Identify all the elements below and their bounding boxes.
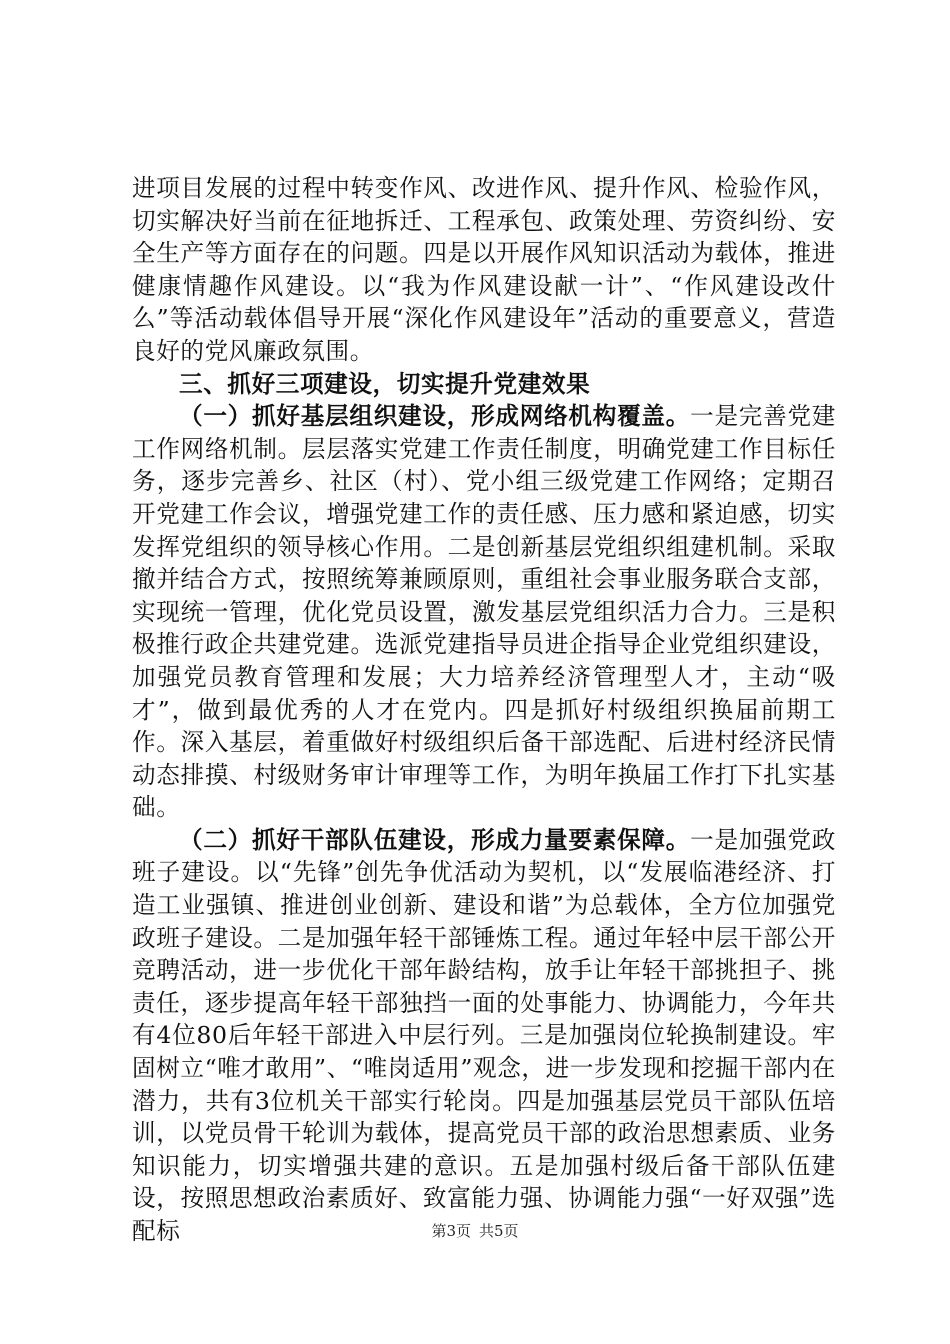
document-body — [132, 172, 836, 1248]
subsection-1-body: 一是完善党建工作网络机制。层层落实党建工作责任制度，明确党建工作目标任务，逐步完善乡、社区（村）、党小组三级党建工作网络；定期召开党建工作会议，增强党建工作的责任感、压力感和紧迫感，切实发挥党组织的领导核心作用。二是创新基层党组织组建机制。采取撤并结合方式，按照统筹兼顾原则，重组社会事业服务联合支部，实现统一管理，优化党员设置，激发基层党组织活力合力。三是积极推行政企共建党建。选派党建指导员进企指导企业党组织建设，加强党员教育管理和发展；大力培养经济管理型人才，主动“吸才”，做到最优秀的人才在党内。四是抓好村级组织换届前期工作。深入基层，着重做好村级组织后备干部选配、后进村经济民情动态排摸、村级财务审计审理等工作，为明年换届工作打下扎实基础。 — [132, 402, 836, 822]
subsection-2-heading: （二）抓好干部队伍建设，形成力量要素保障。 — [179, 825, 691, 854]
page-footer — [0, 1220, 950, 1241]
section-heading: 三、抓好三项建设，切实提升党建效果 — [179, 369, 591, 398]
subsection-1-heading: （一）抓好基层组织建设，形成网络机构覆盖。 — [179, 402, 691, 431]
paragraph-1: 进项目发展的过程中转变作风、改进作风、提升作风、检验作风，切实解决好当前在征地拆迁、工程承包、政策处理、劳资纠纷、安全生产等方面存在的问题。四是以开展作风知识活动为载体，推进健康情趣作风建设。以“我为作风建设献一计”、“作风建设改什么”等活动载体倡导开展“深化作风建设年”活动的重要意义，营造良好的党风廉政氛围。 — [132, 174, 836, 365]
subsection-2 — [132, 824, 836, 1248]
page-total: 共5页 — [479, 1222, 519, 1240]
subsection-2-body: 一是加强党政班子建设。以“先锋”创先争优活动为契机，以“发展临港经济、打造工业强镇、推进创业创新、建设和谐”为总载体，全方位加强党政班子建设。二是加强年轻干部锤炼工程。通过年轻中层干部公开竞聘活动，进一步优化干部年龄结构，放手让年轻干部挑担子、挑责任，逐步提高年轻干部独挡一面的处事能力、协调能力，今年共有4位80后年轻干部进入中层行列。三是加强岗位轮换制建设。牢固树立“唯才敢用”、“唯岗适用”观念，进一步发现和挖掘干部内在潜力，共有3位机关干部实行轮岗。四是加强基层党员干部队伍培训，以党员骨干轮训为载体，提高党员干部的政治思想素质、业务知识能力，切实增强共建的意识。五是加强村级后备干部队伍建设，按照思想政治素质好、致富能力强、协调能力强“一好双强”选配标 — [132, 825, 836, 1245]
page-number: 第3页 — [431, 1222, 471, 1240]
subsection-1 — [132, 400, 836, 824]
